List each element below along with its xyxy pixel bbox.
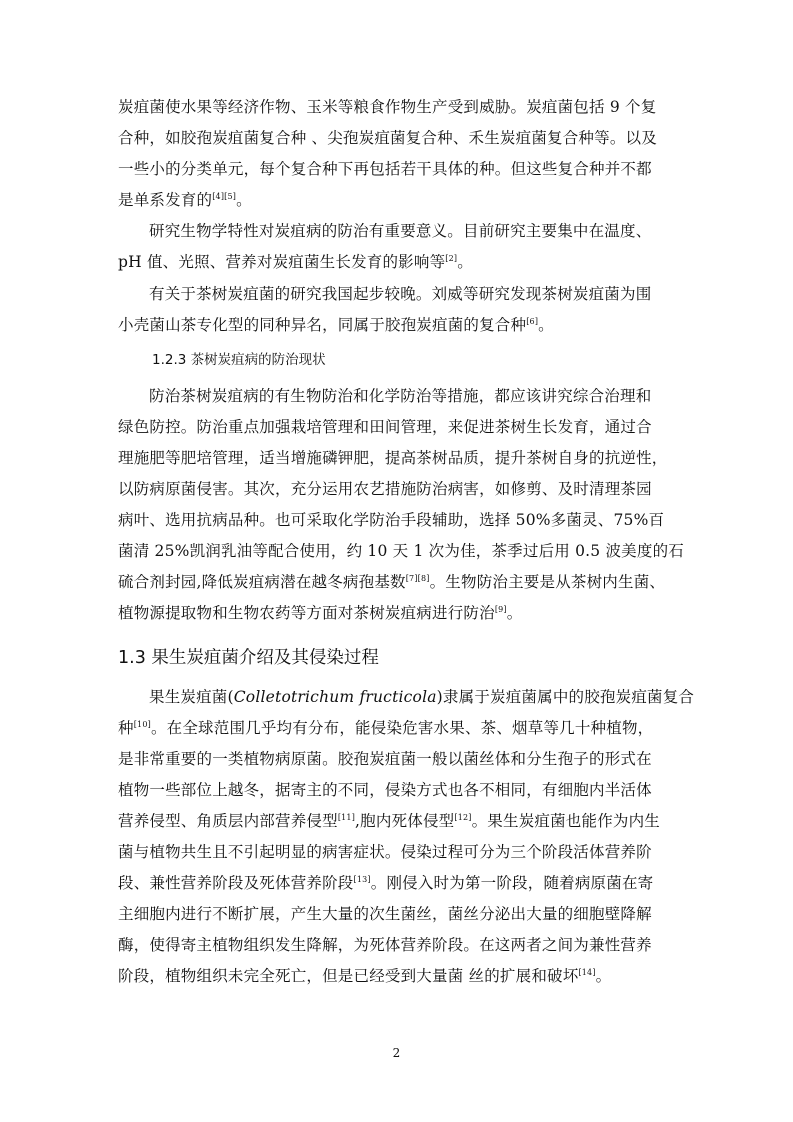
citation: [13] (353, 875, 371, 884)
text-span: 。在全球范围几乎均有分布，能侵染危害水果、茶、烟草等几十种植物， (150, 719, 654, 737)
text-line: 理施肥等肥培管理，适当增施磷钾肥，提高茶树品质，提升茶树自身的抗逆性， (118, 449, 668, 467)
text-line: 是非常重要的一类植物病原菌。胶孢炭疽菌一般以菌丝体和分生孢子的形式在 (118, 750, 652, 768)
text-span: 硫合剂封园,降低炭疽病潜在越冬病孢基数 (118, 573, 406, 591)
citation: [14] (578, 968, 596, 977)
text-line: 菌与植物共生且不引起明显的病害症状。侵染过程可分为三个阶段活体营养阶 (118, 843, 652, 861)
text-line (118, 310, 686, 341)
paragraph-anthracnose-complex (118, 92, 686, 216)
text-line: 炭疽菌使水果等经济作物、玉米等粮食作物生产受到威胁。炭疽菌包括 9 个复 (118, 98, 657, 116)
text-line: 主细胞内进行不断扩展，产生大量的次生菌丝，菌丝分泌出大量的细胞壁降解 (118, 905, 652, 923)
text-span: 段、兼性营养阶段及死体营养阶段 (118, 874, 354, 892)
text-line: 合种，如胶孢炭疽菌复合种 、尖孢炭疽菌复合种、禾生炭疽菌复合种等。以及 (118, 129, 657, 147)
citation: [6] (526, 317, 539, 326)
text-span: 。 (595, 967, 612, 985)
citation: [11] (337, 813, 356, 822)
text-span: pH 值、光照、营养对炭疽菌生长发育的影响等 (118, 253, 446, 271)
text-span: 植物源提取物和生物农药等方面对茶树炭疽病进行防治 (118, 604, 495, 622)
text-line (118, 682, 695, 713)
paragraph-biology (118, 216, 686, 278)
text-span: 是单系发育的 (118, 191, 213, 209)
text-line: 酶，使得寄主植物组织发生降解，为死体营养阶段。在这两者之间为兼性营养 (118, 936, 652, 954)
citation: [12] (454, 813, 472, 822)
text-span: 。 (538, 316, 554, 334)
citation: [10] (133, 720, 151, 729)
paragraph-tea-research (118, 279, 686, 341)
species-name: Colletotrichum fructicola (233, 688, 437, 706)
text-line: 防治茶树炭疽病的有生物防治和化学防治等措施，都应该讲究综合治理和 (149, 387, 652, 405)
citation: [9] (494, 605, 507, 614)
subheading-1-2-3: 1.2.3 茶树炭疽病的防治现状 (152, 352, 326, 368)
text-span: 阶段，植物组织未完全死亡，但是已经受到大量菌 丝的扩展和破坏 (118, 967, 579, 985)
text-line (118, 185, 686, 216)
citation: [2] (445, 254, 458, 263)
paragraph-control (118, 381, 686, 629)
text-line: 以防病原菌侵害。其次，充分运用农艺措施防治病害，如修剪、及时清理茶园 (118, 480, 652, 498)
text-span: 种 (118, 719, 134, 737)
text-line (118, 961, 686, 992)
text-line (118, 713, 686, 744)
paragraph-fructicola (118, 682, 695, 992)
text-span: 。 (457, 253, 473, 271)
heading-1-3: 1.3 果生炭疽菌介绍及其侵染过程 (118, 648, 379, 668)
text-span: ,胞内死体侵型 (355, 812, 455, 830)
text-span: 。刚侵入时为第一阶段，随着病原菌在寄 (370, 874, 654, 892)
text-span: 。 (506, 604, 523, 622)
text-line (118, 806, 686, 837)
text-span: 。 (236, 191, 252, 209)
text-line: 有关于茶树炭疽菌的研究我国起步较晚。刘威等研究发现茶树炭疽菌为围 (149, 285, 652, 303)
text-line: 绿色防控。防治重点加强栽培管理和田间管理，来促进茶树生长发育，通过合 (118, 418, 652, 436)
page-number: 2 (392, 1046, 401, 1060)
text-span: 营养侵型、角质层内部营养侵型 (118, 812, 338, 830)
text-line: 研究生物学特性对炭疽病的防治有重要意义。目前研究主要集中在温度、 (149, 222, 652, 240)
citation: [7][8] (405, 574, 430, 583)
text-line (118, 247, 686, 278)
text-line (118, 598, 686, 629)
text-line (118, 567, 686, 598)
text-span: 小壳菌山茶专化型的同种异名，同属于胶孢炭疽菌的复合种 (118, 316, 527, 334)
text-line: 菌清 25%凯润乳油等配合使用，约 10 天 1 次为佳，茶季过后用 0.5 波美度的石 (118, 542, 684, 560)
text-span: 果生炭疽菌( (149, 688, 234, 706)
text-line: 病叶、选用抗病品种。也可采取化学防治手段辅助，选择 50%多菌灵、75%百 (118, 511, 665, 529)
text-line: 一些小的分类单元，每个复合种下再包括若干具体的种。但这些复合种并不都 (118, 160, 652, 178)
text-span: 。果生炭疽菌也能作为内生 (471, 812, 661, 830)
text-line: 植物一些部位上越冬，据寄主的不同，侵染方式也各不相同，有细胞内半活体 (118, 781, 652, 799)
text-line (118, 868, 686, 899)
citation: [4][5] (212, 192, 237, 201)
text-span: )隶属于炭疽菌属中的胶孢炭疽菌复合 (436, 688, 695, 706)
text-span: 。生物防治主要是从茶树内生菌、 (429, 573, 666, 591)
